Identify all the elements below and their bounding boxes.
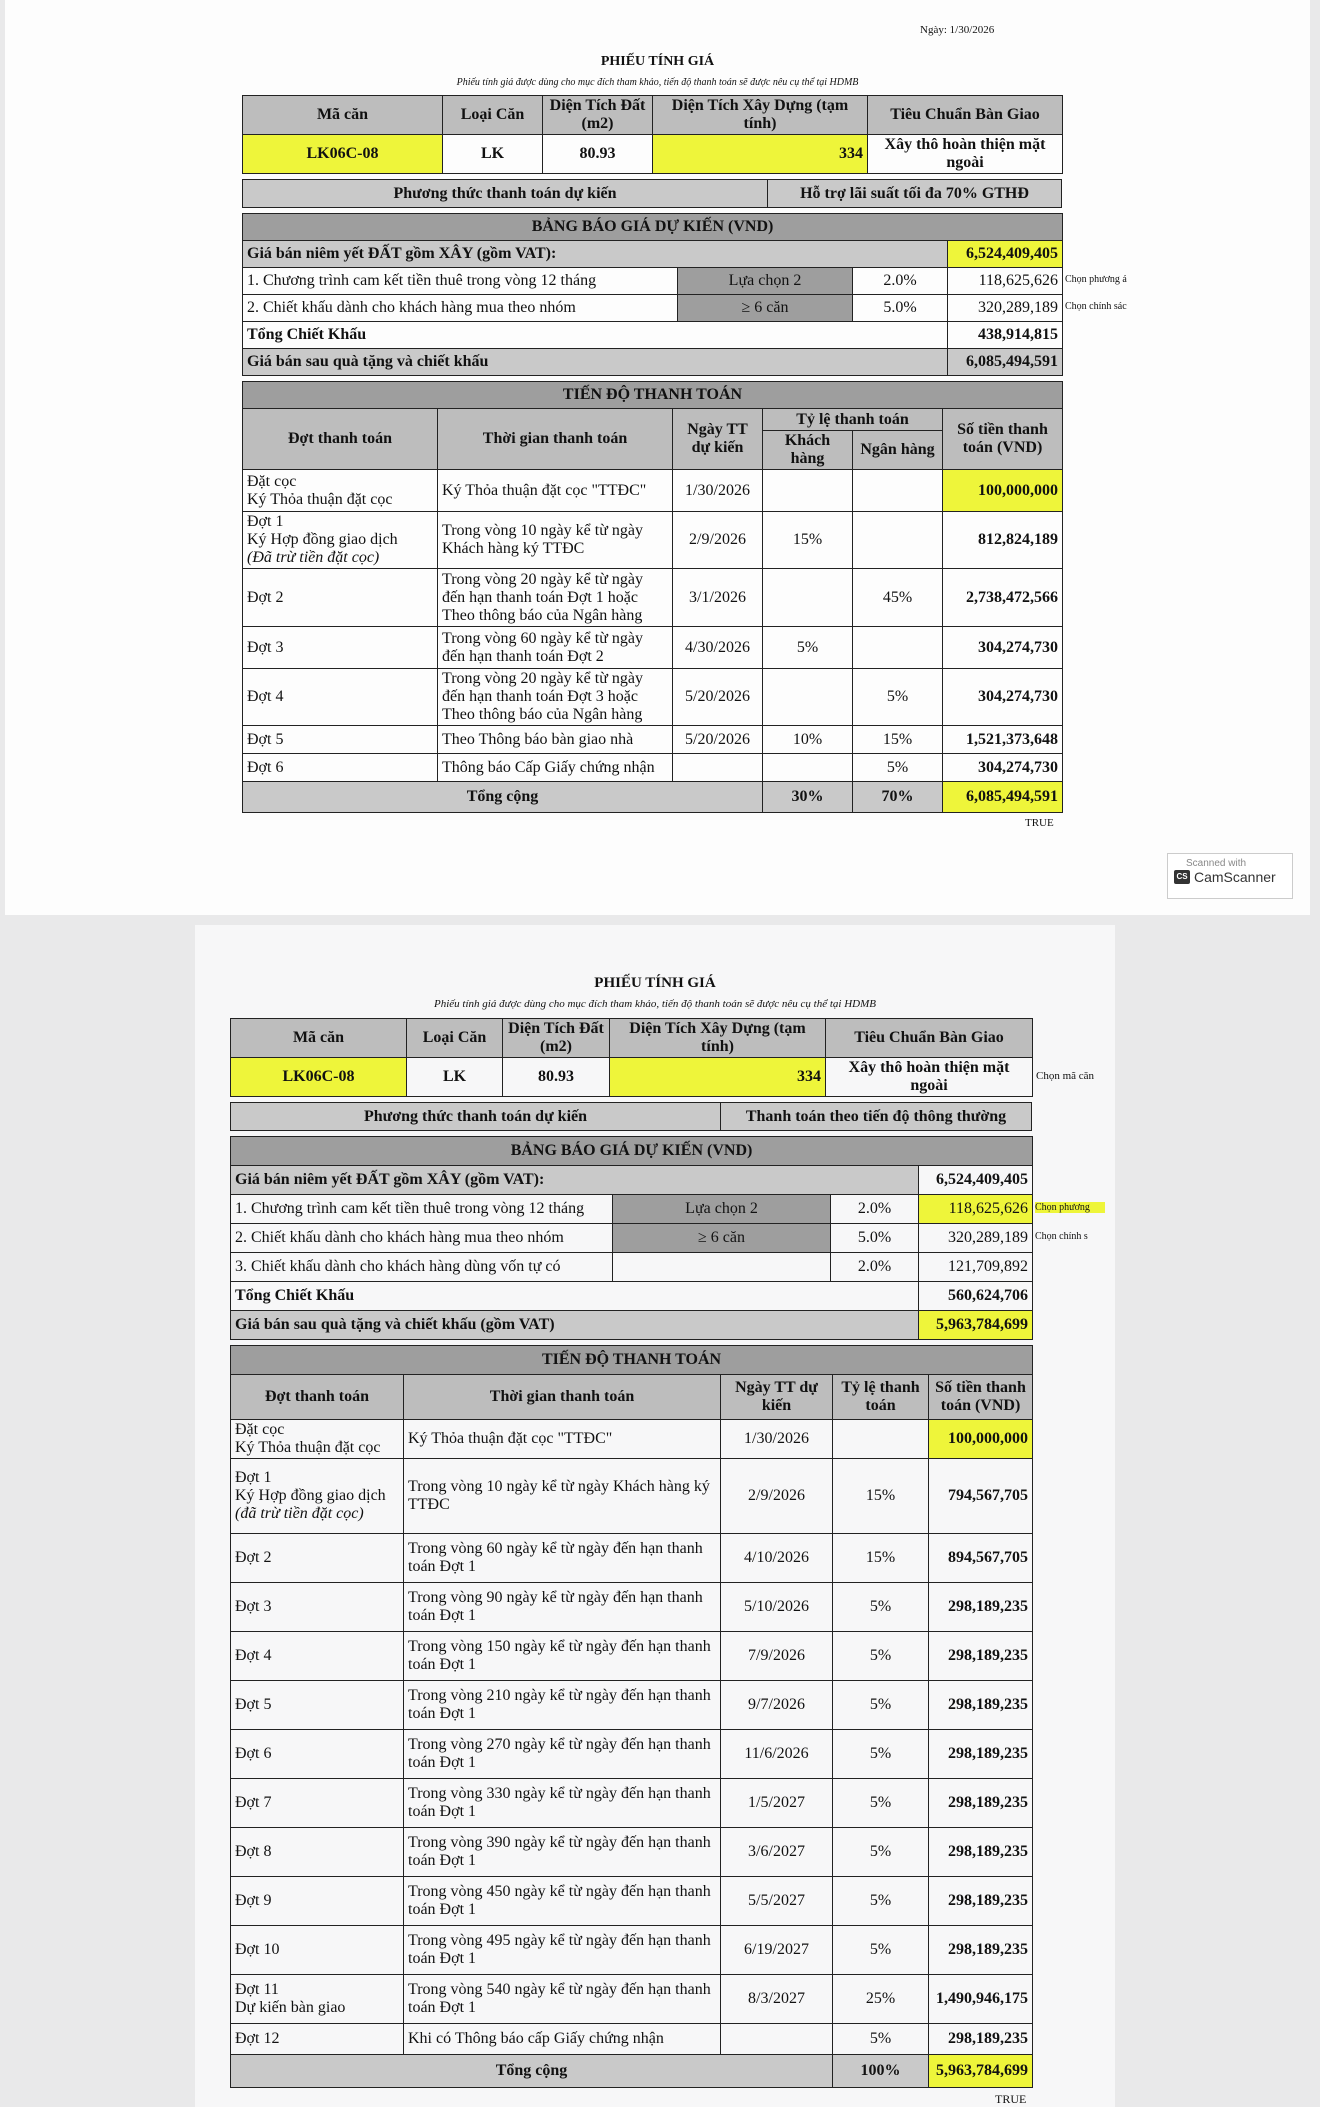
col-header: Ngân hàng: [853, 431, 943, 470]
unit-value: LK06C-08: [243, 135, 443, 174]
unit-column-header: Diện Tích Đất (m2): [543, 96, 653, 135]
payment-time: Trong vòng 270 ngày kể từ ngày đến hạn thanh toán Đợt 1: [404, 1730, 721, 1779]
discount-amount: 121,709,892: [919, 1253, 1033, 1282]
list-price-value: 6,524,409,405: [948, 241, 1063, 268]
phase-name: Đợt 1: [235, 1469, 272, 1486]
scanned-page-1: [5, 0, 1310, 915]
payment-time: Khi có Thông báo cấp Giấy chứng nhận: [404, 2024, 721, 2055]
phase-cell: [231, 1779, 404, 1828]
payment-date: 8/3/2027: [721, 1975, 833, 2024]
schedule-row: [231, 1828, 1033, 1877]
phase-desc: Ký Thỏa thuận đặt cọc: [235, 1439, 381, 1456]
phase-cell: [231, 1632, 404, 1681]
unit-value: 80.93: [503, 1058, 610, 1097]
payment-time: Trong vòng 150 ngày kể từ ngày đến hạn thanh toán Đợt 1: [404, 1632, 721, 1681]
unit-value: Xây thô hoàn thiện mặt ngoài: [826, 1058, 1033, 1097]
payment-ratio: 5%: [833, 1730, 929, 1779]
payment-amount: 298,189,235: [929, 1681, 1033, 1730]
discount-label: 2. Chiết khấu dành cho khách hàng mua theo nhóm: [231, 1224, 613, 1253]
payment-ratio: 5%: [833, 1681, 929, 1730]
bank-ratio: 15%: [853, 726, 943, 754]
schedule-row: [231, 1583, 1033, 1632]
payment-amount: 304,274,730: [943, 669, 1063, 726]
discount-option: ≥ 6 căn: [678, 295, 853, 322]
phase-cell: [231, 1420, 404, 1459]
phase-cell: [231, 2024, 404, 2055]
customer-ratio: [763, 754, 853, 782]
schedule-row: [243, 669, 1063, 726]
final-price-value: 5,963,784,699: [919, 1311, 1033, 1340]
phase-desc: Dự kiến bàn giao: [235, 1999, 346, 2016]
payment-method-label: Phương thức thanh toán dự kiến: [243, 180, 768, 208]
total-label: Tổng cộng: [231, 2055, 833, 2088]
payment-date: 3/6/2027: [721, 1828, 833, 1877]
phase-note: (Đã trừ tiền đặt cọc): [247, 549, 380, 566]
payment-amount: 100,000,000: [943, 470, 1063, 512]
discount-row: [231, 1253, 1033, 1282]
unit-column-header: Diện Tích Đất (m2): [503, 1019, 610, 1058]
customer-ratio: [763, 569, 853, 627]
unit-column-header: Diện Tích Xây Dựng (tạm tính): [653, 96, 868, 135]
discount-rate: 2.0%: [831, 1195, 919, 1224]
payment-time: Theo Thông báo bàn giao nhà: [438, 726, 673, 754]
col-header: Đợt thanh toán: [231, 1375, 404, 1420]
discount-label: 2. Chiết khấu dành cho khách hàng mua theo nhóm: [243, 295, 678, 322]
col-header: Thời gian thanh toán: [438, 409, 673, 470]
payment-ratio: 5%: [833, 1779, 929, 1828]
discount-option: ≥ 6 căn: [613, 1224, 831, 1253]
payment-amount: 794,567,705: [929, 1459, 1033, 1534]
final-price-value: 6,085,494,591: [948, 349, 1063, 376]
payment-amount: 298,189,235: [929, 1828, 1033, 1877]
payment-ratio: 5%: [833, 1632, 929, 1681]
discount-row: [231, 1195, 1033, 1224]
payment-ratio: 5%: [833, 1583, 929, 1632]
payment-date: 5/20/2026: [673, 726, 763, 754]
payment-date: 1/30/2026: [721, 1420, 833, 1459]
col-header: Tỷ lệ thanh toán: [833, 1375, 929, 1420]
discount-rate: 2.0%: [831, 1253, 919, 1282]
discount-amount: 118,625,626: [948, 268, 1063, 295]
discount-option: Lựa chọn 2: [678, 268, 853, 295]
phase-cell: [231, 1926, 404, 1975]
phase-name: Đặt cọc: [247, 472, 297, 490]
payment-ratio: 5%: [833, 1926, 929, 1975]
discount-label: 1. Chương trình cam kết tiền thuê trong vòng 12 tháng: [243, 268, 678, 295]
schedule-header: TIẾN ĐỘ THANH TOÁN: [243, 382, 1063, 409]
phase-name: Đợt 2: [247, 588, 284, 606]
total-amount: 6,085,494,591: [943, 782, 1063, 813]
unit-value: LK06C-08: [231, 1058, 407, 1097]
phase-name: Đợt 4: [247, 688, 284, 705]
phase-cell: [231, 1681, 404, 1730]
payment-date: 11/6/2026: [721, 1730, 833, 1779]
final-price-label: Giá bán sau quà tặng và chiết khấu: [243, 349, 948, 376]
payment-amount: 298,189,235: [929, 1632, 1033, 1681]
phase-cell: [243, 669, 438, 726]
payment-ratio: 5%: [833, 2024, 929, 2055]
col-header: Đợt thanh toán: [243, 409, 438, 470]
discount-option: [613, 1253, 831, 1282]
payment-date: 5/5/2027: [721, 1877, 833, 1926]
payment-time: Trong vòng 60 ngày kể từ ngày đến hạn thanh toán Đợt 2: [438, 627, 673, 669]
unit-value: 80.93: [543, 135, 653, 174]
unit-column-header: Loại Căn: [407, 1019, 503, 1058]
phase-name: Đợt 12: [235, 2030, 280, 2047]
price-table-header: BẢNG BÁO GIÁ DỰ KIẾN (VND): [243, 214, 1063, 241]
payment-time: Trong vòng 390 ngày kể từ ngày đến hạn thanh toán Đợt 1: [404, 1828, 721, 1877]
payment-amount: 894,567,705: [929, 1534, 1033, 1583]
page-title: PHIẾU TÍNH GIÁ: [594, 975, 716, 991]
discount-option: Lựa chọn 2: [613, 1195, 831, 1224]
payment-time: Trong vòng 20 ngày kể từ ngày đến hạn thanh toán Đợt 3 hoặc Theo thông báo của Ngân hàng: [438, 669, 673, 726]
schedule-row: [243, 726, 1063, 754]
payment-ratio: 15%: [833, 1459, 929, 1534]
phase-name: Đợt 6: [247, 758, 284, 776]
phase-name: Đợt 3: [247, 638, 284, 656]
phase-name: Đợt 7: [235, 1794, 272, 1811]
page-title: PHIẾU TÍNH GIÁ: [600, 54, 715, 69]
unit-value: LK: [407, 1058, 503, 1097]
scanned-page-2: [195, 925, 1115, 2107]
col-header: Ngày TT dự kiến: [673, 409, 763, 470]
phase-cell: [231, 1828, 404, 1877]
payment-method-label: Phương thức thanh toán dự kiến: [231, 1103, 721, 1131]
unit-note: Chọn mã căn: [1036, 1069, 1095, 1082]
phase-name: Đợt 11: [235, 1981, 279, 1998]
discount-note: Chọn phương á: [1065, 274, 1127, 285]
payment-date: 2/9/2026: [721, 1459, 833, 1534]
unit-info-table: [242, 95, 1063, 174]
unit-column-header: Mã căn: [243, 96, 443, 135]
bank-ratio: 5%: [853, 754, 943, 782]
payment-amount: 298,189,235: [929, 2024, 1033, 2055]
payment-ratio: 15%: [833, 1534, 929, 1583]
bank-ratio: [853, 470, 943, 512]
payment-amount: 298,189,235: [929, 1730, 1033, 1779]
discount-rate: 5.0%: [853, 295, 948, 322]
list-price-label: Giá bán niêm yết ĐẤT gồm XÂY (gồm VAT):: [243, 241, 948, 268]
total-amount: 5,963,784,699: [929, 2055, 1033, 2088]
payment-time: Trong vòng 60 ngày kể từ ngày đến hạn thanh toán Đợt 1: [404, 1534, 721, 1583]
price-table: [230, 1136, 1033, 1340]
total-discount-value: 438,914,815: [948, 322, 1063, 349]
bank-ratio: [853, 627, 943, 669]
schedule-row: [231, 2024, 1033, 2055]
phase-cell: [231, 1583, 404, 1632]
schedule-row: [243, 470, 1063, 512]
schedule-row: [231, 1459, 1033, 1534]
payment-date: 1/30/2026: [673, 470, 763, 512]
phase-cell: [231, 1459, 404, 1534]
unit-value: LK: [443, 135, 543, 174]
discount-amount: 118,625,626: [919, 1195, 1033, 1224]
payment-date: 4/10/2026: [721, 1534, 833, 1583]
discount-rate: 2.0%: [853, 268, 948, 295]
phase-desc: Ký Hợp đồng giao dịch: [235, 1487, 386, 1504]
unit-value: 334: [610, 1058, 826, 1097]
date-label: Ngày: 1/30/2026: [920, 24, 995, 36]
phase-cell: [243, 569, 438, 627]
check-value: TRUE: [995, 2092, 1027, 2106]
discount-row: [243, 268, 1063, 295]
discount-amount: 320,289,189: [919, 1224, 1033, 1253]
phase-note: (đã trừ tiền đặt cọc): [235, 1505, 364, 1522]
watermark-brand: CamScanner: [1194, 869, 1276, 885]
payment-time: Ký Thỏa thuận đặt cọc "TTĐC": [438, 470, 673, 512]
phase-cell: [231, 1877, 404, 1926]
phase-cell: [231, 1975, 404, 2024]
payment-time: Trong vòng 330 ngày kể từ ngày đến hạn thanh toán Đợt 1: [404, 1779, 721, 1828]
phase-name: Đợt 2: [235, 1549, 272, 1566]
payment-amount: 298,189,235: [929, 1779, 1033, 1828]
payment-amount: 1,490,946,175: [929, 1975, 1033, 2024]
unit-column-header: Tiêu Chuẩn Bàn Giao: [826, 1019, 1033, 1058]
list-price-value: 6,524,409,405: [919, 1166, 1033, 1195]
phase-cell: [243, 754, 438, 782]
payment-time: Trong vòng 495 ngày kể từ ngày đến hạn thanh toán Đợt 1: [404, 1926, 721, 1975]
payment-amount: 812,824,189: [943, 512, 1063, 569]
watermark-text: Scanned with: [1186, 858, 1247, 869]
total-bank-ratio: 70%: [853, 782, 943, 813]
total-discount-value: 560,624,706: [919, 1282, 1033, 1311]
payment-date: 5/20/2026: [673, 669, 763, 726]
schedule-row: [243, 512, 1063, 569]
payment-time: Ký Thỏa thuận đặt cọc "TTĐC": [404, 1420, 721, 1459]
schedule-header: TIẾN ĐỘ THANH TOÁN: [231, 1346, 1033, 1375]
phase-name: Đợt 4: [235, 1647, 272, 1664]
payment-ratio: 5%: [833, 1877, 929, 1926]
unit-column-header: Tiêu Chuẩn Bàn Giao: [868, 96, 1063, 135]
payment-time: Trong vòng 90 ngày kể từ ngày đến hạn thanh toán Đợt 1: [404, 1583, 721, 1632]
payment-time: Trong vòng 10 ngày kể từ ngày Khách hàng ký TTĐC: [404, 1459, 721, 1534]
col-header: Thời gian thanh toán: [404, 1375, 721, 1420]
phase-name: Đợt 3: [235, 1598, 272, 1615]
discount-label: 1. Chương trình cam kết tiền thuê trong vòng 12 tháng: [231, 1195, 613, 1224]
schedule-row: [231, 1877, 1033, 1926]
discount-row: [231, 1224, 1033, 1253]
phase-cell: [243, 470, 438, 512]
payment-date: [721, 2024, 833, 2055]
payment-amount: 100,000,000: [929, 1420, 1033, 1459]
unit-column-header: Mã căn: [231, 1019, 407, 1058]
camscanner-logo-icon: CS: [1174, 870, 1190, 884]
payment-amount: 304,274,730: [943, 754, 1063, 782]
col-header: Tỷ lệ thanh toán: [763, 409, 943, 431]
customer-ratio: 5%: [763, 627, 853, 669]
phase-name: Đợt 8: [235, 1843, 272, 1860]
col-header: Khách hàng: [763, 431, 853, 470]
customer-ratio: 10%: [763, 726, 853, 754]
payment-date: 3/1/2026: [673, 569, 763, 627]
discount-note: Chọn chính sác: [1065, 301, 1127, 312]
phase-cell: [231, 1730, 404, 1779]
customer-ratio: [763, 669, 853, 726]
schedule-row: [231, 1534, 1033, 1583]
discount-note: Chọn phương: [1035, 1202, 1105, 1213]
phase-name: Đợt 9: [235, 1892, 272, 1909]
phase-desc: Ký Thỏa thuận đặt cọc: [247, 490, 393, 508]
phase-desc: Ký Hợp đồng giao dịch: [247, 531, 398, 548]
discount-row: [243, 295, 1063, 322]
unit-value: Xây thô hoàn thiện mặt ngoài: [868, 135, 1063, 174]
page-subtitle: Phiếu tính giá được dùng cho mục đích tham khảo, tiến độ thanh toán sẽ được nêu cụ thể tại HDMB: [434, 998, 876, 1010]
phase-name: Đợt 5: [247, 730, 284, 748]
schedule-row: [231, 1730, 1033, 1779]
phase-cell: [231, 1534, 404, 1583]
payment-schedule-table: [242, 381, 1063, 813]
total-discount-label: Tổng Chiết Khấu: [243, 322, 948, 349]
payment-amount: 2,738,472,566: [943, 569, 1063, 627]
unit-value: 334: [653, 135, 868, 174]
discount-amount: 320,289,189: [948, 295, 1063, 322]
payment-time: Trong vòng 540 ngày kể từ ngày đến hạn thanh toán Đợt 1: [404, 1975, 721, 2024]
payment-date: [673, 754, 763, 782]
phase-name: Đợt 10: [235, 1941, 280, 1958]
phase-cell: [243, 627, 438, 669]
payment-method-table: [230, 1102, 1032, 1131]
total-discount-label: Tổng Chiết Khấu: [231, 1282, 919, 1311]
payment-date: 4/30/2026: [673, 627, 763, 669]
payment-schedule-table: [230, 1345, 1033, 2088]
payment-date: 2/9/2026: [673, 512, 763, 569]
price-table-header: BẢNG BÁO GIÁ DỰ KIẾN (VND): [231, 1137, 1033, 1166]
payment-amount: 298,189,235: [929, 1877, 1033, 1926]
customer-ratio: [763, 470, 853, 512]
payment-date: 1/5/2027: [721, 1779, 833, 1828]
payment-date: 6/19/2027: [721, 1926, 833, 1975]
phase-name: Đợt 5: [235, 1696, 272, 1713]
payment-amount: 304,274,730: [943, 627, 1063, 669]
payment-time: Trong vòng 10 ngày kể từ ngày Khách hàng ký TTĐC: [438, 512, 673, 569]
schedule-row: [231, 1975, 1033, 2024]
unit-info-table: [230, 1018, 1033, 1097]
discount-rate: 5.0%: [831, 1224, 919, 1253]
page-subtitle: Phiếu tính giá được dùng cho mục đích tham khảo, tiến độ thanh toán sẽ được nêu cụ thể tại HDMB: [456, 77, 859, 88]
discount-note: Chọn chính s: [1035, 1231, 1088, 1242]
total-customer-ratio: 30%: [763, 782, 853, 813]
check-value: TRUE: [1025, 817, 1054, 829]
payment-date: 9/7/2026: [721, 1681, 833, 1730]
schedule-row: [243, 627, 1063, 669]
schedule-row: [231, 1420, 1033, 1459]
schedule-row: [231, 1632, 1033, 1681]
bank-ratio: 45%: [853, 569, 943, 627]
payment-time: Trong vòng 450 ngày kể từ ngày đến hạn thanh toán Đợt 1: [404, 1877, 721, 1926]
unit-column-header: Loại Căn: [443, 96, 543, 135]
list-price-label: Giá bán niêm yết ĐẤT gồm XÂY (gồm VAT):: [231, 1166, 919, 1195]
customer-ratio: 15%: [763, 512, 853, 569]
bank-ratio: 5%: [853, 669, 943, 726]
bank-ratio: [853, 512, 943, 569]
schedule-row: [231, 1681, 1033, 1730]
payment-date: 7/9/2026: [721, 1632, 833, 1681]
total-label: Tổng cộng: [243, 782, 763, 813]
payment-time: Thông báo Cấp Giấy chứng nhận: [438, 754, 673, 782]
payment-ratio: 25%: [833, 1975, 929, 2024]
col-header: Số tiền thanh toán (VND): [929, 1375, 1033, 1420]
phase-cell: [243, 726, 438, 754]
payment-time: Trong vòng 20 ngày kể từ ngày đến hạn thanh toán Đợt 1 hoặc Theo thông báo của Ngân hàng: [438, 569, 673, 627]
payment-method-value: Hỗ trợ lãi suất tối đa 70% GTHĐ: [768, 180, 1062, 208]
payment-amount: 298,189,235: [929, 1926, 1033, 1975]
schedule-row: [231, 1926, 1033, 1975]
price-table: [242, 213, 1063, 376]
phase-name: Đợt 1: [247, 513, 284, 530]
payment-amount: 298,189,235: [929, 1583, 1033, 1632]
total-ratio: 100%: [833, 2055, 929, 2088]
phase-name: Đặt cọc: [235, 1421, 285, 1438]
payment-ratio: 5%: [833, 1828, 929, 1877]
payment-amount: 1,521,373,648: [943, 726, 1063, 754]
schedule-row: [243, 569, 1063, 627]
schedule-row: [231, 1779, 1033, 1828]
payment-time: Trong vòng 210 ngày kể từ ngày đến hạn thanh toán Đợt 1: [404, 1681, 721, 1730]
discount-label: 3. Chiết khấu dành cho khách hàng dùng vốn tự có: [231, 1253, 613, 1282]
schedule-row: [243, 754, 1063, 782]
phase-cell: [243, 512, 438, 569]
final-price-label: Giá bán sau quà tặng và chiết khấu (gồm VAT): [231, 1311, 919, 1340]
payment-date: 5/10/2026: [721, 1583, 833, 1632]
payment-method-table: [242, 179, 1062, 208]
col-header: Số tiền thanh toán (VND): [943, 409, 1063, 470]
unit-column-header: Diện Tích Xây Dựng (tạm tính): [610, 1019, 826, 1058]
phase-name: Đợt 6: [235, 1745, 272, 1762]
camscanner-watermark: [1167, 853, 1293, 899]
col-header: Ngày TT dự kiến: [721, 1375, 833, 1420]
payment-ratio: [833, 1420, 929, 1459]
payment-method-value: Thanh toán theo tiến độ thông thường: [721, 1103, 1032, 1131]
